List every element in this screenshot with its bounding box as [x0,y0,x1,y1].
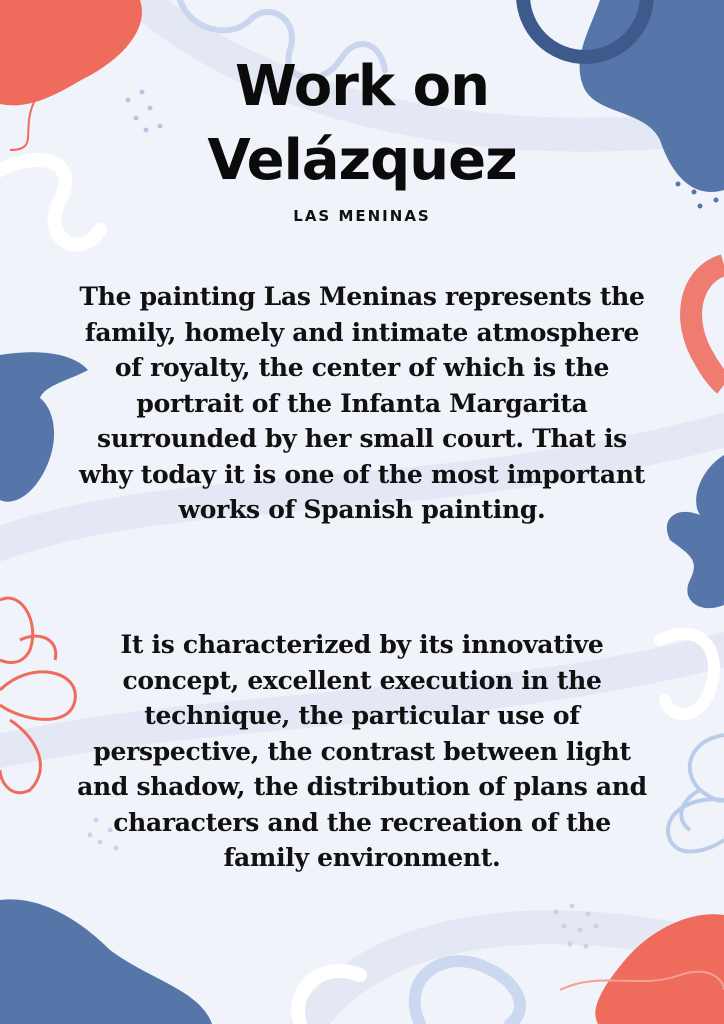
title-line-1: Work on [235,54,489,119]
subtitle: LAS MENINAS [293,207,431,225]
body-paragraph-2: It is characterized by its innovative concept, excellent execution in the technique, the particular use of perspective, the contrast between light and shadow, the distribution of plans and characters and the recreation of the family environment. [77,630,647,872]
page-title [0,50,724,198]
body-paragraph-1: The painting Las Meninas represents the family, homely and intimate atmosphere of royalty, the center of which is the portrait of the Infanta Margarita surrounded by her small court. That is why today it is one of the most important works of Spanish painting. [79,282,645,524]
title-line-2: Velázquez [207,128,517,193]
